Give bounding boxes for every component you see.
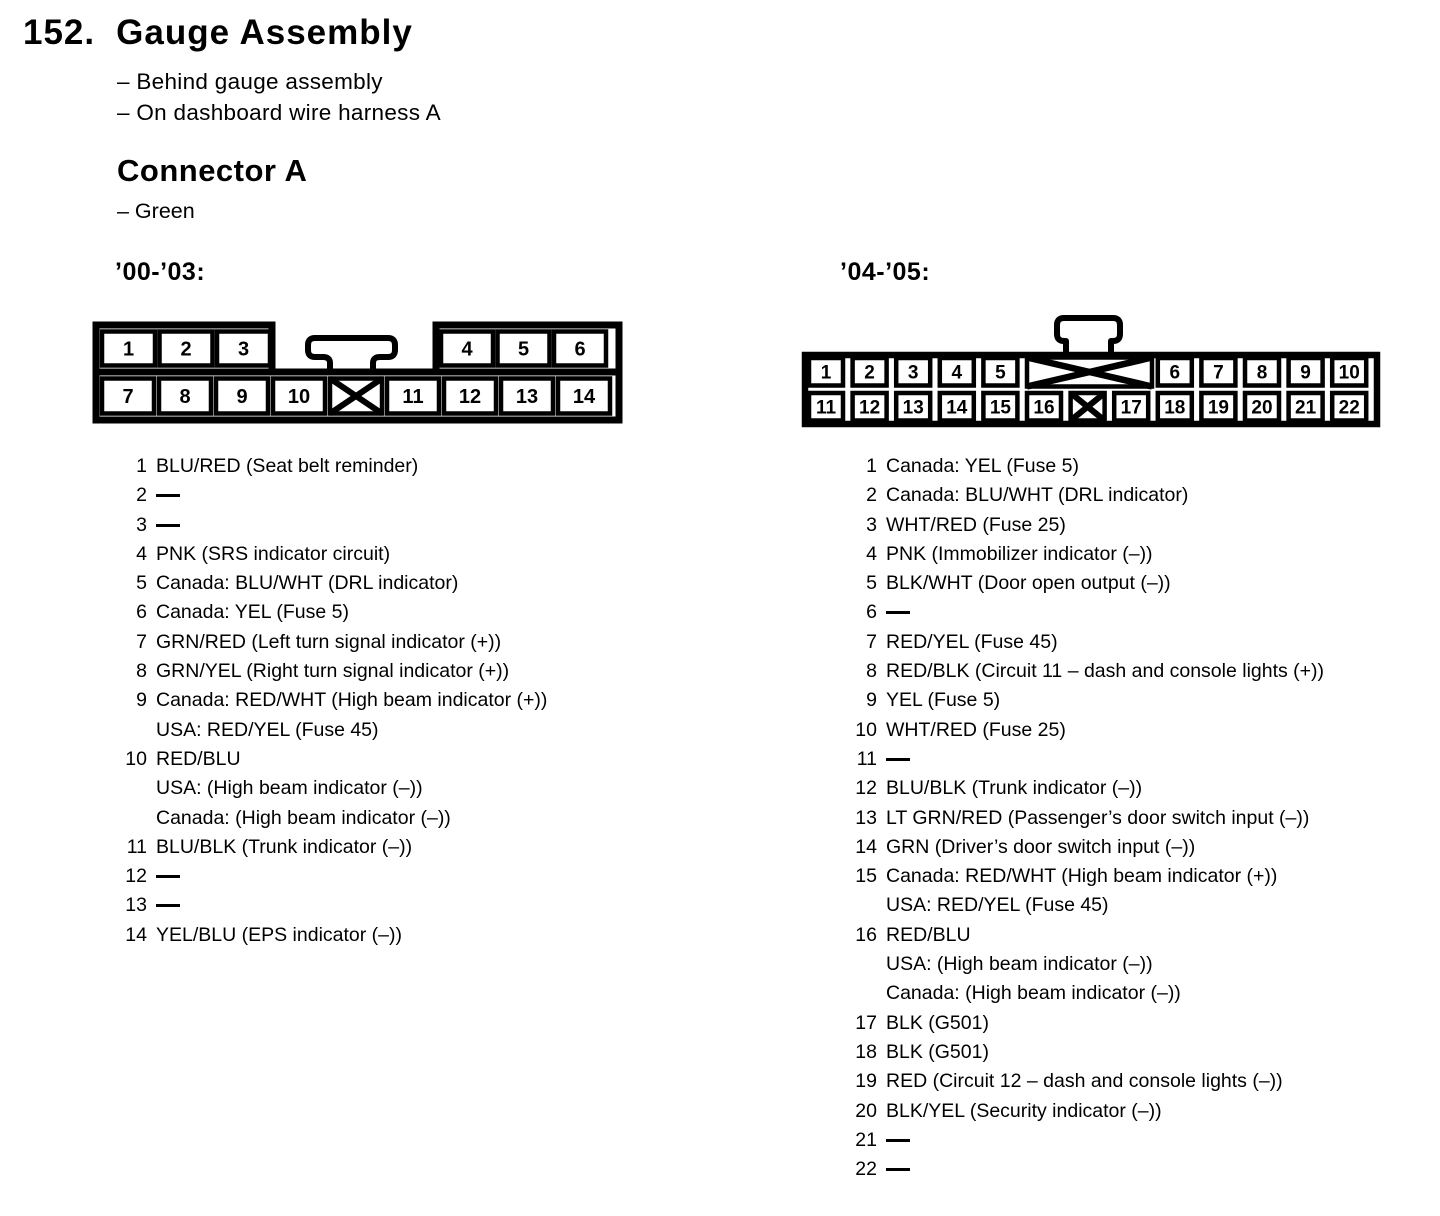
- pin-cell-number: 6: [574, 338, 586, 361]
- pin-number: 22: [855, 1158, 877, 1181]
- pin-description: Canada: YEL (Fuse 5): [886, 455, 1079, 477]
- location-notes: [117, 66, 441, 128]
- pin-number: [117, 774, 147, 803]
- pin-number: 2: [136, 484, 147, 507]
- pin-list-04-05: [847, 452, 1324, 1184]
- pin-number: 2: [866, 484, 877, 507]
- pin-cell-number: 5: [995, 362, 1006, 384]
- pin-cell-number: 16: [1033, 397, 1055, 419]
- pin-description: Canada: (High beam indicator (–)): [156, 806, 451, 829]
- pin-number: 11: [856, 747, 877, 770]
- pin-number: 4: [866, 542, 877, 565]
- pin-cell-number: 9: [1300, 362, 1311, 384]
- dash-icon: [886, 758, 910, 761]
- pin-cell-number: 1: [820, 362, 832, 384]
- pin-description: Canada: (High beam indicator (–)): [886, 982, 1181, 1005]
- dash-icon: [156, 524, 180, 527]
- pin-cell-number: 9: [236, 386, 248, 408]
- pin-description: USA: (High beam indicator (–)): [156, 777, 423, 800]
- pin-number: [847, 950, 877, 979]
- pin-number: 8: [136, 660, 147, 683]
- connector-diagram-00-03: [93, 322, 622, 423]
- pin-number: 6: [136, 601, 147, 624]
- pin-cell-number: 7: [1213, 362, 1224, 384]
- pin-number: 3: [136, 513, 147, 536]
- pin-description: RED/BLK (Circuit 11 – dash and console lights (+)): [886, 660, 1325, 683]
- no-wire-dash: [156, 481, 547, 510]
- pin-number: 14: [855, 835, 877, 858]
- pin-cell-number: 20: [1251, 397, 1273, 419]
- dash-icon: [156, 875, 180, 878]
- pin-description: RED/BLU: [886, 923, 971, 946]
- pin-number: 10: [125, 747, 147, 770]
- no-wire-dash: [886, 1126, 1324, 1155]
- section-number: 152.: [23, 13, 96, 52]
- pin-number: 16: [855, 923, 877, 946]
- pin-description: WHT/RED (Fuse 25): [886, 513, 1066, 536]
- pin-description: Canada: RED/WHT (High beam indicator (+)): [886, 865, 1278, 888]
- location-note-line: – Behind gauge assembly: [117, 69, 383, 94]
- pin-description: PNK (SRS indicator circuit): [156, 542, 391, 565]
- pin-number: 6: [866, 601, 877, 624]
- dash-icon: [156, 904, 180, 907]
- pin-description: RED/YEL (Fuse 45): [886, 630, 1058, 653]
- pin-description: RED/BLU: [156, 747, 241, 770]
- pin-cell-number: 11: [402, 386, 424, 408]
- pin-description: GRN/YEL (Right turn signal indicator (+)): [156, 660, 510, 683]
- pin-description: BLU/RED (Seat belt reminder): [156, 455, 419, 477]
- pin-cell-number: 15: [989, 397, 1011, 419]
- pin-description: RED (Circuit 12 – dash and console lights (–)): [886, 1070, 1283, 1093]
- pin-cell-number: 13: [515, 386, 539, 408]
- pin-number: 5: [866, 572, 877, 595]
- pin-description: USA: RED/YEL (Fuse 45): [886, 894, 1109, 917]
- pin-cell-number: 21: [1295, 397, 1317, 419]
- no-wire-dash: [156, 862, 547, 891]
- dash-icon: [886, 1168, 910, 1171]
- pin-cell-number: 1: [122, 338, 135, 361]
- pin-cell-number: 12: [859, 397, 881, 419]
- no-wire-dash: [886, 598, 1324, 627]
- pin-cell-number: 18: [1164, 397, 1186, 419]
- page-header: [23, 13, 413, 53]
- pin-number: 4: [136, 542, 147, 565]
- pin-cell-number: 4: [461, 338, 473, 361]
- pin-description: BLU/BLK (Trunk indicator (–)): [886, 777, 1143, 800]
- pin-number: 10: [855, 718, 877, 741]
- pin-cell-number: 10: [1338, 362, 1360, 384]
- pin-cell-number: 12: [458, 386, 482, 408]
- pin-cell-number: 5: [517, 338, 530, 361]
- pin-number: 9: [136, 689, 147, 712]
- pin-cell-number: 14: [572, 386, 596, 408]
- location-note-line: – On dashboard wire harness A: [117, 100, 441, 125]
- pin-description: BLK/YEL (Security indicator (–)): [886, 1099, 1162, 1122]
- pin-cell-number: 13: [902, 397, 924, 419]
- pin-cell-number: 2: [180, 338, 192, 361]
- no-wire-dash: [156, 891, 547, 920]
- pin-description: Canada: RED/WHT (High beam indicator (+)): [156, 689, 548, 712]
- pin-description: Canada: YEL (Fuse 5): [156, 601, 349, 624]
- pin-cell-number: 14: [946, 397, 968, 419]
- connector-heading: Connector A: [117, 153, 308, 188]
- pin-description: PNK (Immobilizer indicator (–)): [886, 542, 1153, 565]
- pin-cell-number: 6: [1169, 362, 1181, 384]
- no-wire-dash: [156, 511, 547, 540]
- pin-number: 12: [855, 777, 877, 800]
- pin-description: USA: (High beam indicator (–)): [886, 953, 1153, 976]
- pin-number: 13: [125, 894, 147, 917]
- pin-cell-number: 8: [179, 386, 191, 408]
- pin-number: 1: [136, 455, 147, 477]
- page-title: Gauge Assembly: [116, 13, 413, 52]
- pin-number: 9: [866, 689, 877, 712]
- pin-cell-number: 10: [287, 386, 311, 408]
- pin-number: 1: [866, 455, 877, 477]
- pin-number: 13: [855, 806, 877, 829]
- pin-description: BLK/WHT (Door open output (–)): [886, 572, 1171, 595]
- pin-description: YEL/BLU (EPS indicator (–)): [156, 923, 403, 946]
- pin-number: 8: [866, 660, 877, 683]
- no-wire-dash: [886, 745, 1324, 774]
- pin-cell-number: 11: [815, 397, 837, 419]
- pin-cell-number: 4: [951, 362, 963, 384]
- pin-description: YEL (Fuse 5): [886, 689, 1001, 712]
- pin-number: 17: [855, 1011, 877, 1034]
- pin-number: 7: [866, 630, 877, 653]
- pin-list-00-03: [117, 452, 547, 950]
- pin-number: 14: [125, 923, 147, 946]
- pin-number: 7: [136, 630, 147, 653]
- dash-icon: [156, 494, 180, 497]
- pin-description: BLK (G501): [886, 1011, 989, 1034]
- pin-number: [847, 979, 877, 1008]
- pin-description: Canada: BLU/WHT (DRL indicator): [156, 572, 459, 595]
- pin-description: GRN/RED (Left turn signal indicator (+)): [156, 630, 502, 653]
- no-wire-dash: [886, 1155, 1324, 1184]
- pin-number: 12: [125, 865, 147, 888]
- pin-description: Canada: BLU/WHT (DRL indicator): [886, 484, 1189, 507]
- connector-color-note: – Green: [117, 199, 195, 223]
- connector-diagram-04-05: [802, 312, 1380, 427]
- pin-number: 15: [855, 865, 877, 888]
- pin-number: 21: [855, 1128, 877, 1151]
- pin-number: 20: [855, 1099, 877, 1122]
- pin-number: 5: [136, 572, 147, 595]
- pin-cell-number: 8: [1256, 362, 1268, 384]
- dash-icon: [886, 611, 910, 614]
- pin-cell-number: 19: [1207, 397, 1229, 419]
- pin-description: LT GRN/RED (Passenger’s door switch input (–)): [886, 806, 1310, 829]
- pin-cell-number: 3: [237, 338, 250, 361]
- pin-description: WHT/RED (Fuse 25): [886, 718, 1066, 741]
- pin-cell-number: 7: [122, 386, 134, 408]
- pin-number: 11: [126, 835, 147, 858]
- pin-number: [117, 804, 147, 833]
- pin-cell-number: 17: [1120, 397, 1142, 419]
- pin-cell-number: 2: [864, 362, 875, 384]
- pin-number: 19: [855, 1070, 877, 1093]
- pin-description: GRN (Driver’s door switch input (–)): [886, 835, 1196, 858]
- pin-description: BLK (G501): [886, 1040, 989, 1063]
- pin-description: USA: RED/YEL (Fuse 45): [156, 718, 379, 741]
- pin-cell-number: 3: [907, 362, 919, 384]
- pin-number: [847, 891, 877, 920]
- pin-number: 3: [866, 513, 877, 536]
- pin-number: [117, 716, 147, 745]
- pin-cell-number: 22: [1338, 397, 1360, 419]
- dash-icon: [886, 1139, 910, 1142]
- pin-number: 18: [855, 1040, 877, 1063]
- pin-description: BLU/BLK (Trunk indicator (–)): [156, 835, 413, 858]
- variant-label-00-03: ’00-’03:: [115, 258, 206, 286]
- variant-label-04-05: ’04-’05:: [840, 258, 931, 286]
